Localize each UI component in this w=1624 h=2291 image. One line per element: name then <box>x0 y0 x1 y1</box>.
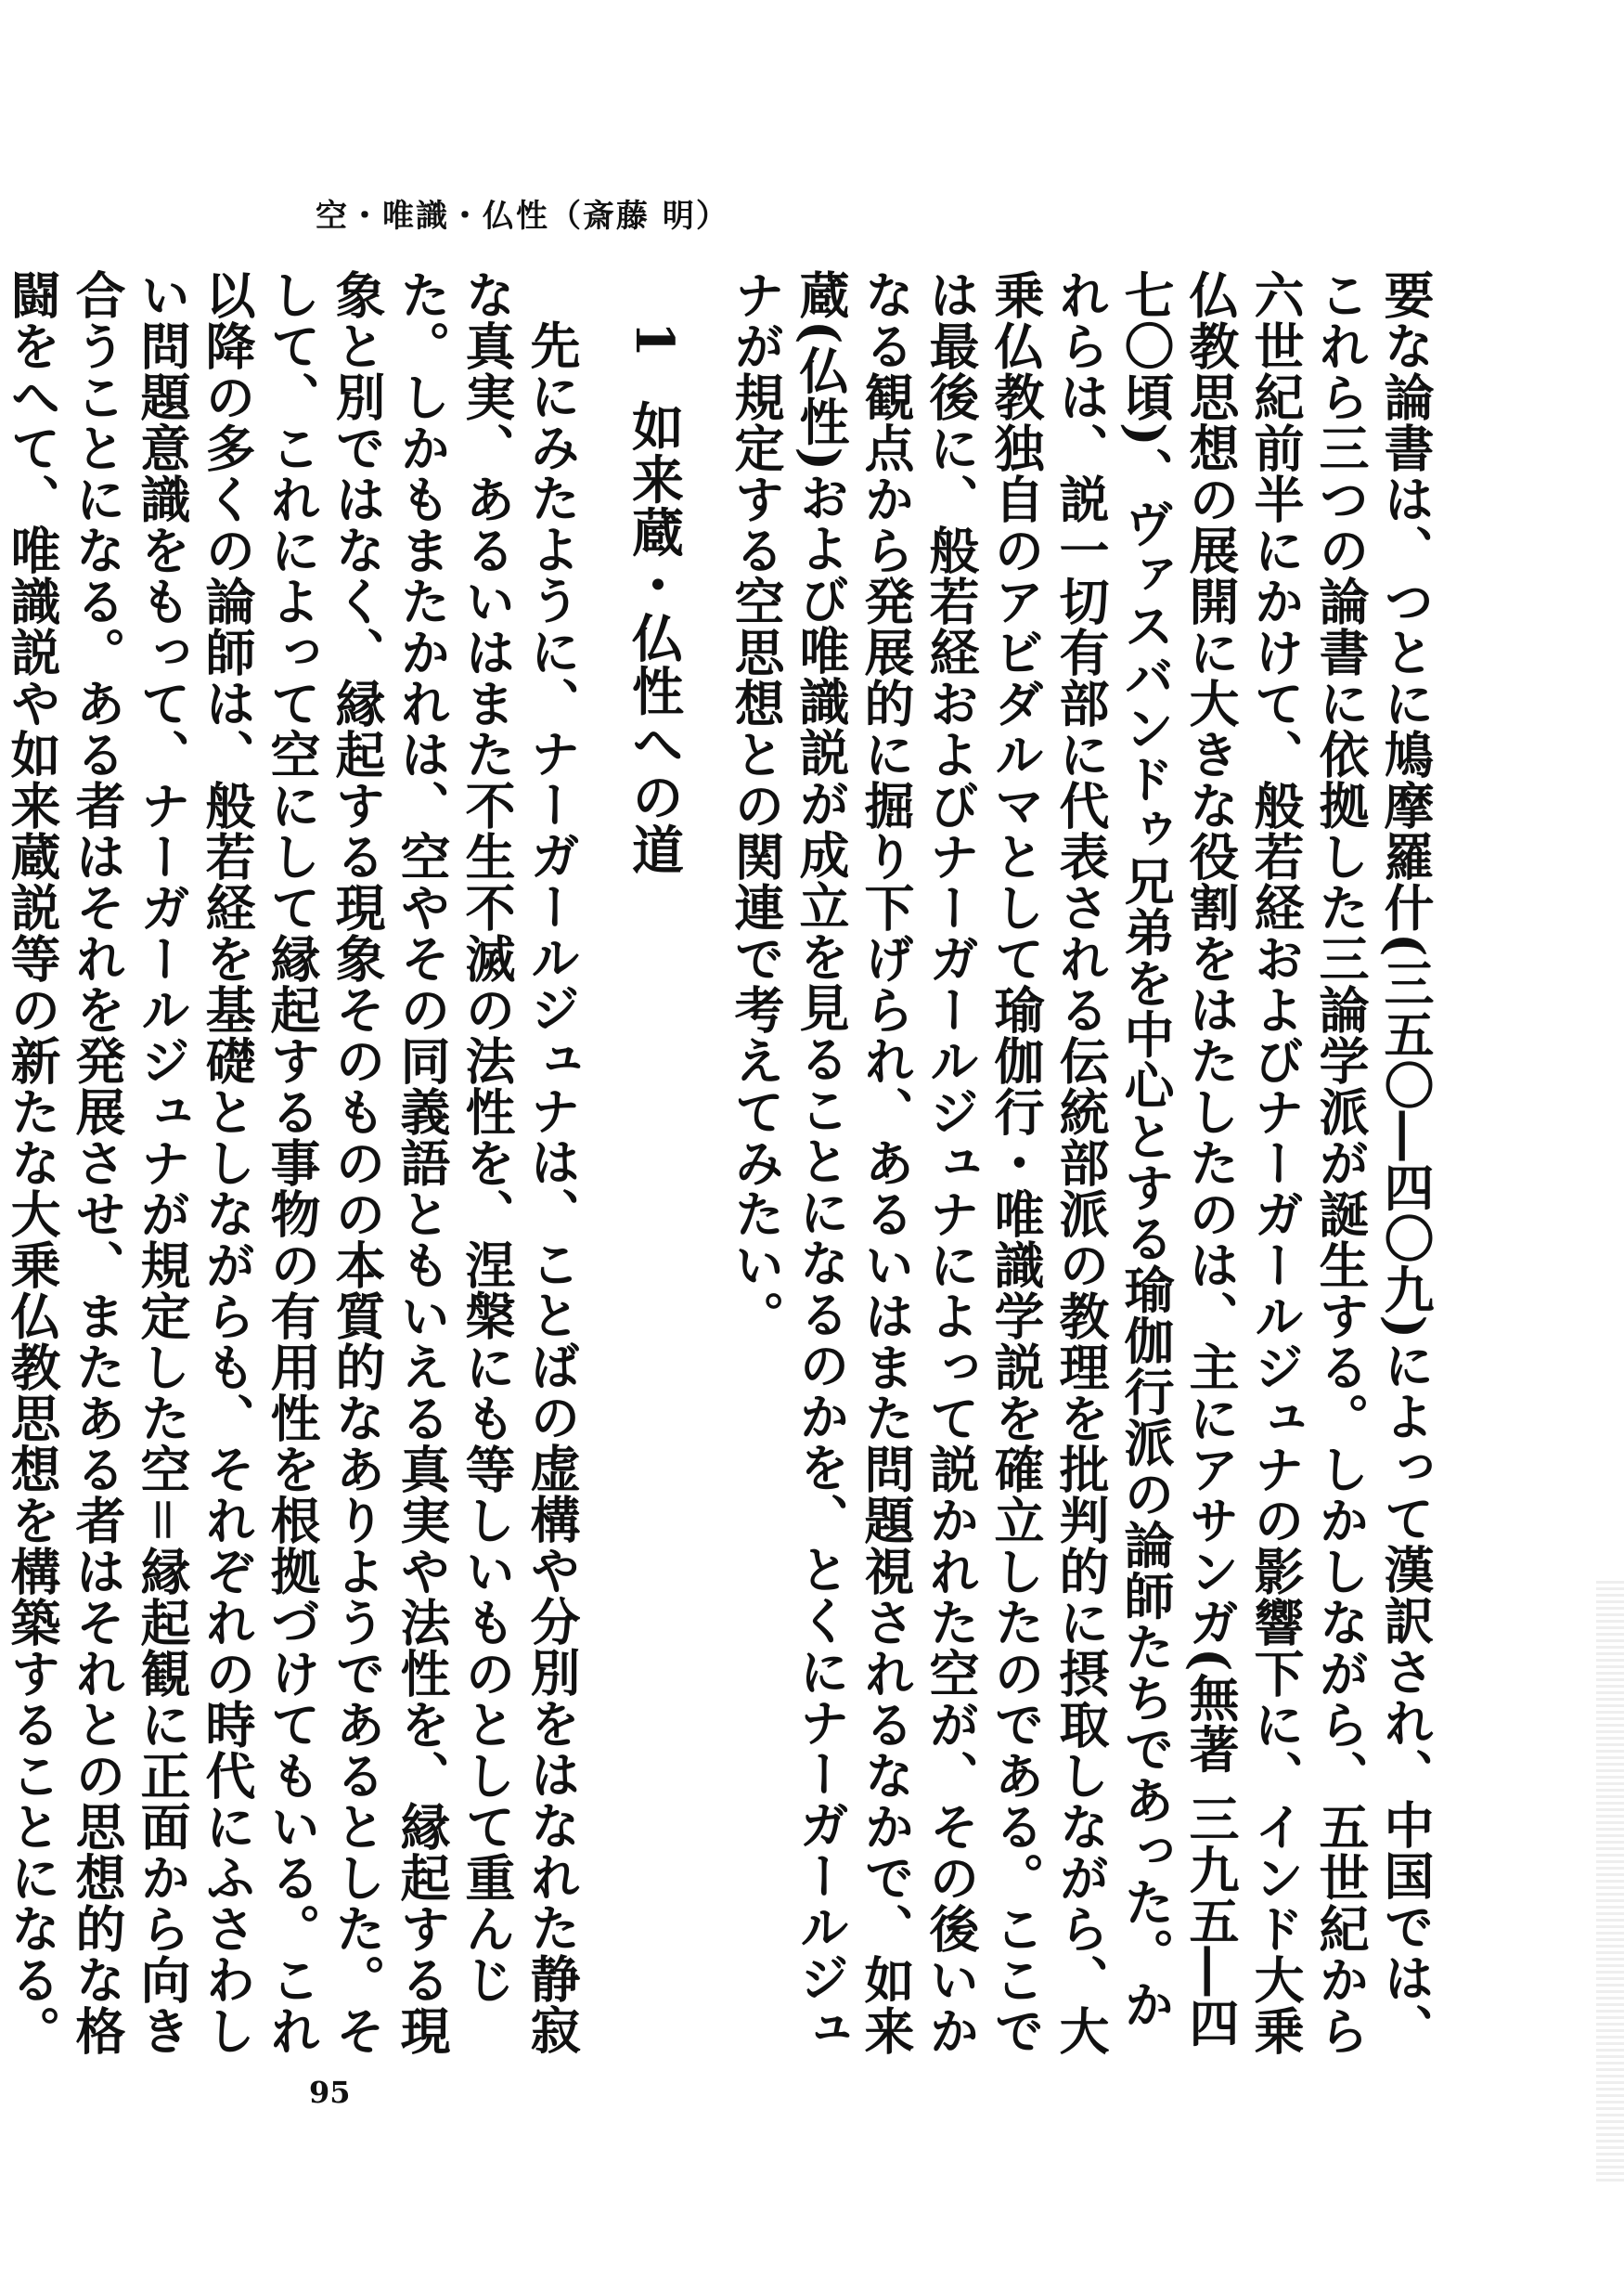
running-head: 空・唯識・仏性（斎藤 明） <box>316 198 729 235</box>
page-number: 95 <box>309 2075 351 2110</box>
section-heading <box>622 269 687 2061</box>
section-title: 如来蔵・仏性への道 <box>624 399 685 876</box>
section-number: 1 <box>624 321 685 358</box>
body-text <box>0 269 1438 2061</box>
scan-edge-noise <box>1596 1578 1624 2181</box>
paragraph: 要な論書は、つとに鳩摩羅什(三五〇―四〇九)によって漢訳され、中国では、これら三つの論書に依拠した三論学派が誕生する。しかしながら、五世紀から六世紀前半にかけて、般若経およびナーガールジュナの影響下に、インド大乗仏教思想の展開に大きな役割をはたしたのは、主にアサンガ(無著 三九五―四七〇頃)、ヴァスバンドゥ兄弟を中心とする瑜伽行派の論師たちであった。かれらは、説一切有部に代表される伝統部派の教理を批判的に摂取しながら、大乗仏教独自のアビダルマとして瑜伽行・唯識学説を確立したのである。ここでは最後に、般若経およびナーガールジュナによって説かれた空が、その後いかなる観点から発展的に掘り下げられ、あるいはまた問題視されるなかで、如来蔵(仏性)および唯識説が成立を見ることになるのかを、とくにナーガールジュナが規定する空思想との関連で考えてみたい。 <box>727 269 1436 2056</box>
paragraph: 先にみたように、ナーガールジュナは、ことばの虚構や分別をはなれた静寂な真実、あるいはまた不生不滅の法性を、涅槃にも等しいものとして重んじた。しかもまたかれは、空やその同義語ともいえる真実や法性を、縁起する現象と別ではなく、縁起する現象そのものの本質的なありようであるとした。そして、これによって空にして縁起する事物の有用性を根拠づけてもいる。これ以降の多くの論師は、般若経を基礎としながらも、それぞれの時代にふさわしい問題意識をもって、ナーガールジュナが規定した空＝縁起観に正面から向き合うことになる。ある者はそれを発展させ、またある者はそれとの思想的な格闘をへて、唯識説や如来蔵説等の新たな大乗仏教思想を構築することになる。 <box>3 269 582 2056</box>
